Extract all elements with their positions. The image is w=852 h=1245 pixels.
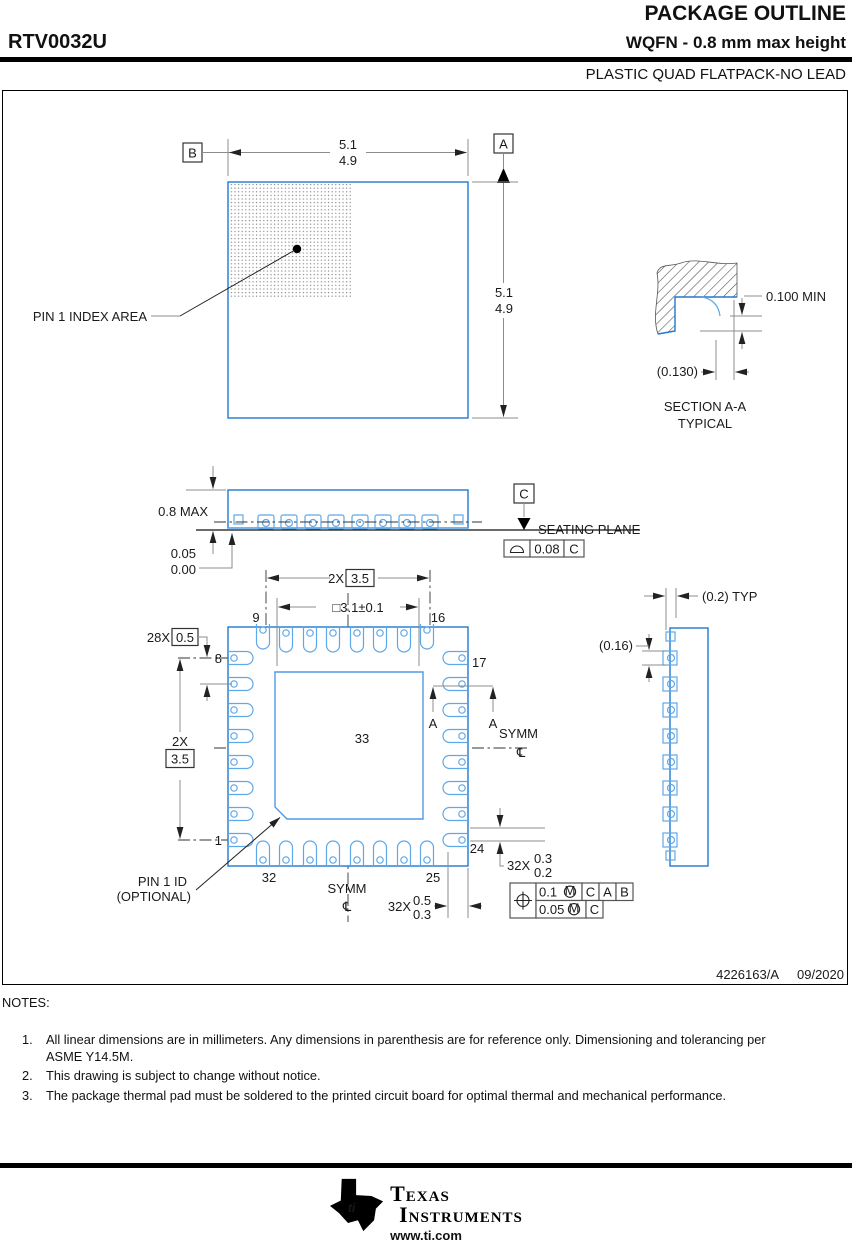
pin1-id-label-line2: (OPTIONAL): [116, 889, 191, 904]
dim-height-min: 4.9: [494, 301, 514, 316]
seating-plane-arrow: [518, 518, 531, 530]
note-number: 1.: [22, 1032, 33, 1047]
flatness-control-frame: [504, 540, 584, 557]
note-number: 3.: [22, 1087, 33, 1103]
ti-mark: ti: [348, 1202, 356, 1216]
pin1-index-area: [230, 184, 352, 298]
pin1-id-label-line1: PIN 1 ID: [137, 874, 187, 889]
note-text: All linear dimensions are in millimeters. Any dimensions in parenthesis are for reference only. Dimensioning and tolerancing per ASME Y14.5M.: [46, 1032, 766, 1064]
section-cut-a-left: A: [428, 716, 438, 731]
lead-w-max: 0.3: [534, 851, 553, 866]
section-subtitle: TYPICAL: [677, 416, 733, 431]
pin1-index-dot: [293, 245, 301, 253]
lead-w-min: 0.2: [534, 865, 553, 880]
symm-bottom-label: SYMM: [327, 881, 367, 896]
brand-line-2: Instruments: [399, 1201, 523, 1227]
header-rule: [0, 57, 852, 62]
top-view: [33, 134, 518, 418]
dim-width-max: 5.1: [338, 137, 358, 152]
package-type: PLASTIC QUAD FLATPACK-NO LEAD: [585, 66, 846, 83]
lead-len-max: 0.5: [413, 893, 432, 908]
drawing-frame: [2, 90, 848, 985]
position-tol1: 0.1: [539, 884, 558, 900]
pad-size-dim: □3.1±0.1: [332, 600, 384, 615]
dim-height-max: 5.1: [494, 285, 514, 300]
position-control-frame: [510, 883, 633, 918]
note-text: This drawing is subject to change without notice.: [46, 1068, 321, 1084]
pin32-number: 32: [261, 870, 277, 885]
pin24-number: 24: [469, 841, 485, 856]
notes-section: [2, 995, 832, 1108]
pitch-dim: 0.5: [175, 630, 195, 645]
part-number: RTV0032U: [8, 31, 107, 53]
section-cut-a-right: A: [488, 716, 498, 731]
pin25-number: 25: [425, 870, 441, 885]
section-lead-ref-dim: (0.130): [656, 364, 698, 379]
standoff-min-dim: 0.00: [170, 562, 196, 577]
side-view: [158, 466, 641, 577]
pin16-number: 16: [430, 610, 446, 625]
lead-thickness-ref-dim: (0.16): [599, 638, 633, 653]
dim-width-min: 4.9: [338, 153, 358, 168]
symm-right-label: SYMM: [499, 726, 538, 741]
note-item: [2, 1088, 832, 1105]
lead-len-count: 32X: [387, 899, 411, 914]
datum-c-label: C: [519, 486, 529, 502]
symm-right-centerline-icon: ℄: [516, 745, 526, 760]
section-aa-view: [655, 261, 826, 431]
section-title: SECTION A-A: [663, 399, 747, 414]
page-title: PACKAGE OUTLINE: [644, 2, 846, 25]
position-datum-c: C: [585, 884, 596, 900]
max-height-dim: 0.8 MAX: [158, 504, 208, 519]
ti-logo: [0, 1178, 852, 1232]
lead-w-count: 32X: [507, 858, 531, 873]
note-item: [2, 1068, 832, 1085]
package-drawing: [3, 91, 846, 983]
note-number: 2.: [22, 1068, 33, 1084]
lead-pitch-typ-dim: (0.2) TYP: [702, 589, 758, 604]
pin1-index-label: PIN 1 INDEX AREA: [32, 309, 147, 324]
texas-state-icon: [329, 1178, 385, 1232]
pin1-number: 1: [214, 833, 222, 848]
datum-b-label: B: [188, 145, 197, 161]
symm-bottom-centerline-icon: ℄: [342, 899, 352, 914]
datum-a-arrow: [497, 168, 510, 183]
doc-number: 4226163/A: [716, 967, 779, 982]
doc-date: 09/2020: [797, 967, 844, 982]
standoff-max-dim: 0.05: [170, 546, 196, 561]
span-v-dim: 3.5: [170, 751, 190, 767]
pitch-count: 28X: [146, 630, 170, 645]
footer-rule: [0, 1163, 852, 1168]
lead-len-min: 0.3: [413, 907, 432, 922]
ti-url: www.ti.com: [390, 1228, 462, 1243]
mmc-modifier-1: M: [564, 883, 576, 898]
notes-label: NOTES:: [2, 995, 50, 1010]
position-datum-b: B: [620, 884, 629, 900]
flatness-datum: C: [569, 541, 579, 557]
pin8-number: 8: [214, 651, 222, 666]
position-datum-a: A: [603, 884, 612, 900]
mmc-modifier-2: M: [568, 900, 580, 916]
span-h-dim: 3.5: [350, 571, 370, 586]
ti-wordmark: [390, 1181, 523, 1227]
position-datum-c2: C: [589, 902, 600, 917]
bottom-view: [117, 570, 633, 923]
thermal-pad: [275, 672, 423, 819]
package-variant: WQFN - 0.8 mm max height: [625, 33, 846, 52]
flatness-tol: 0.08: [534, 541, 560, 557]
datum-a-label: A: [499, 136, 508, 152]
section-standoff-dim: 0.100 MIN: [766, 289, 826, 304]
span-h-count: 2X: [328, 571, 344, 586]
span-v-count: 2X: [172, 734, 188, 749]
note-text: The package thermal pad must be soldered to the printed circuit board for optimal thermal and mechanical performance.: [46, 1087, 727, 1103]
pin9-number: 9: [252, 610, 260, 625]
position-tol2: 0.05: [539, 902, 565, 917]
note-item: [2, 1032, 832, 1065]
seating-plane-label: SEATING PLANE: [538, 522, 641, 537]
pin17-number: 17: [472, 655, 487, 670]
thermal-pad-number: 33: [354, 731, 370, 746]
brand-line-1: Texas: [390, 1181, 450, 1206]
lead-detail-view: [599, 588, 757, 866]
